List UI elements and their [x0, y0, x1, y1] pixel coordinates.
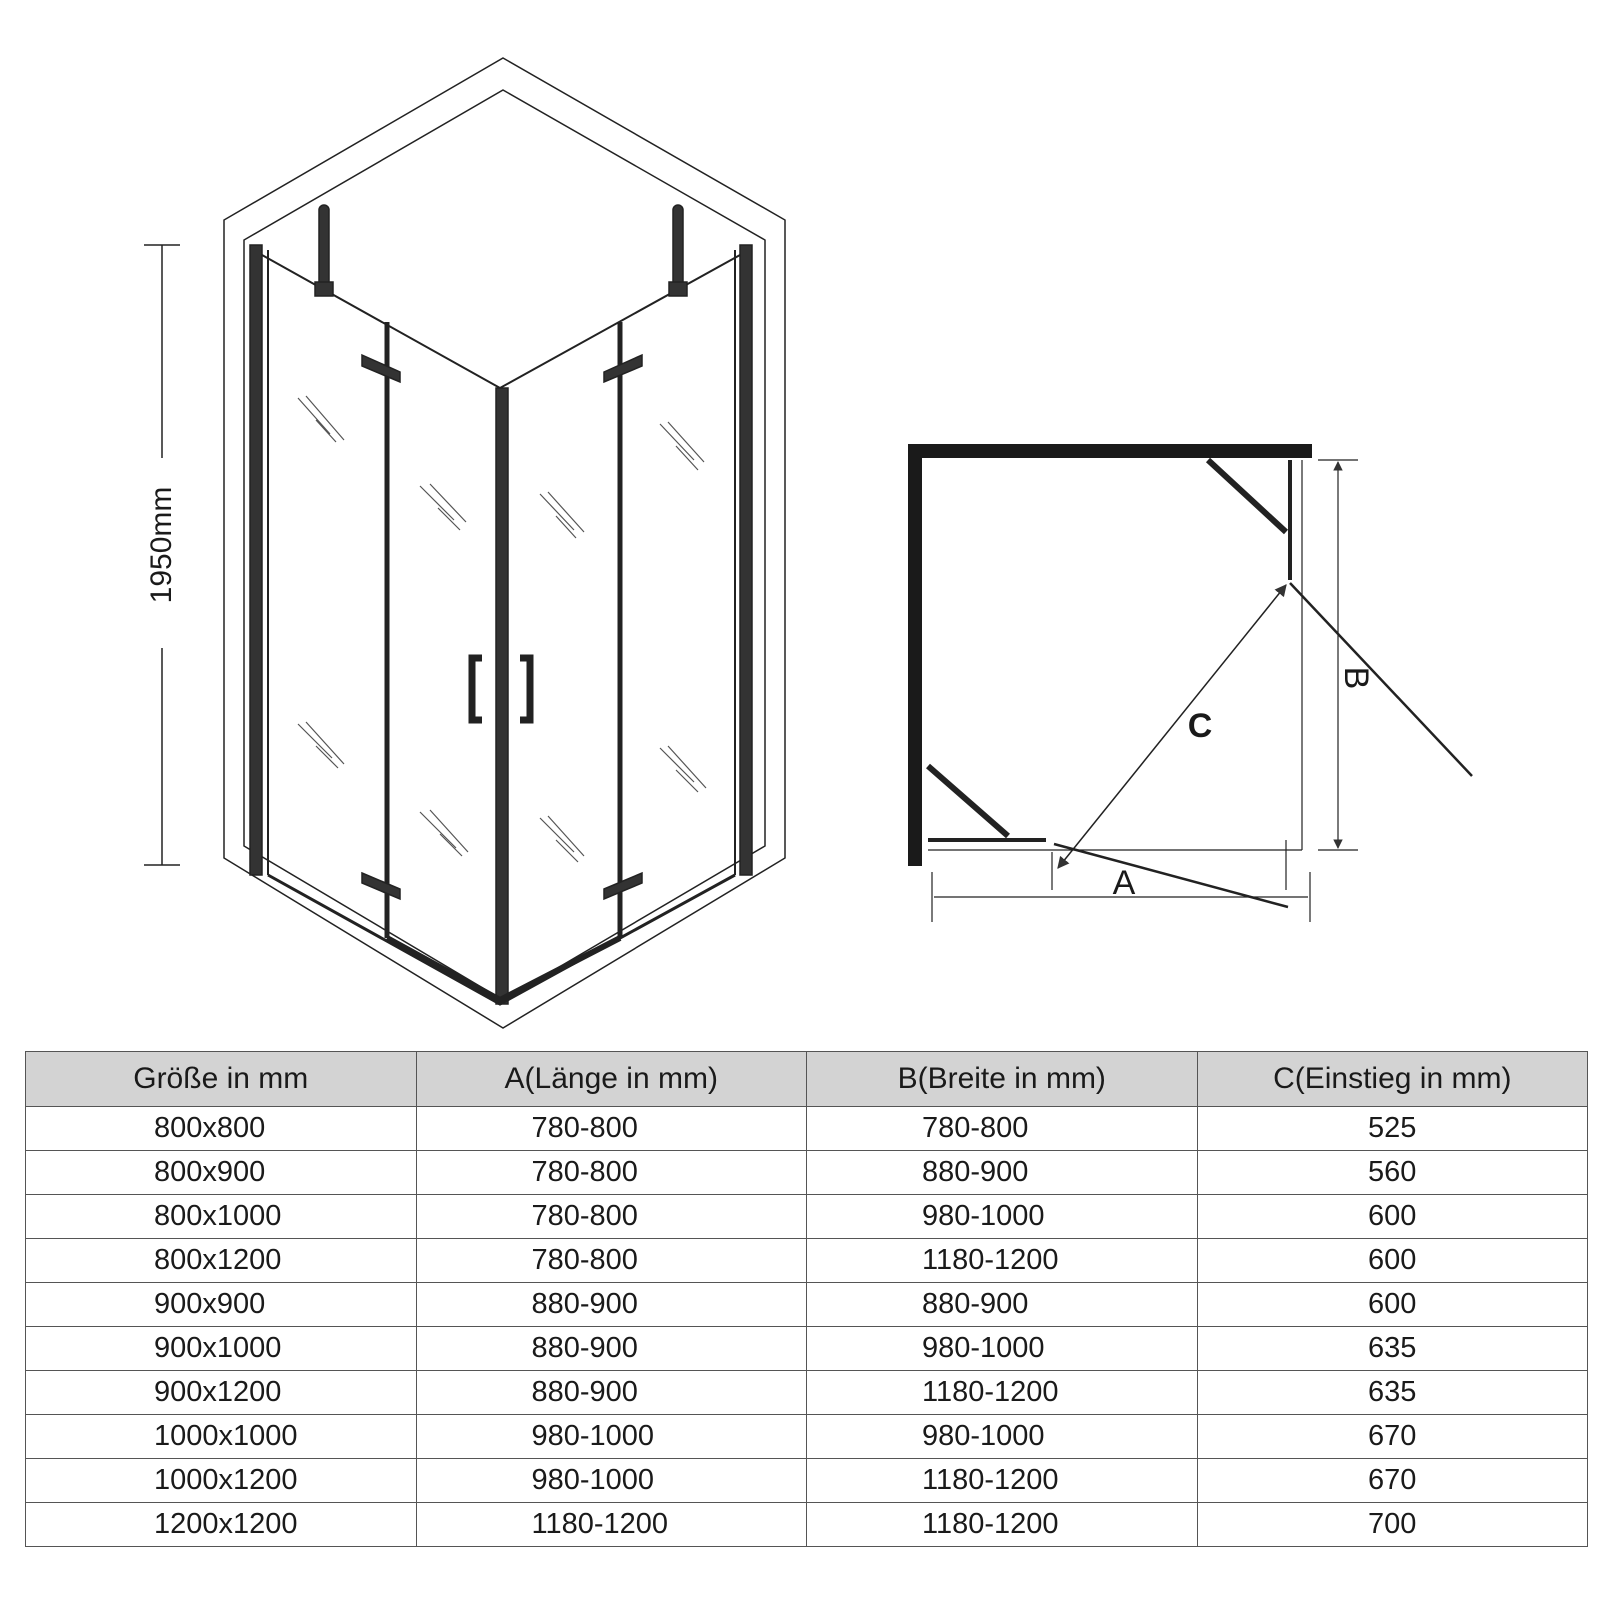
left-wall-profile [250, 245, 262, 875]
cell-size: 1000x1200 [26, 1459, 417, 1503]
table-row [26, 1239, 1588, 1283]
cell-size: 800x1200 [26, 1239, 417, 1283]
door-handle-right [520, 658, 530, 720]
cell-length: 980-1000 [416, 1415, 807, 1459]
left-stabilizer-bar [319, 205, 329, 291]
hinge-bottom-left [362, 873, 400, 899]
table-row [26, 1371, 1588, 1415]
cell-size: 1200x1200 [26, 1503, 417, 1547]
cell-size: 800x800 [26, 1107, 417, 1151]
hinge-top-right [604, 355, 642, 382]
cell-length: 780-800 [416, 1239, 807, 1283]
header-size: Größe in mm [26, 1052, 417, 1107]
cell-size: 900x900 [26, 1283, 417, 1327]
cell-entry: 560 [1197, 1151, 1588, 1195]
cell-size: 900x1200 [26, 1371, 417, 1415]
header-length: A(Länge in mm) [416, 1052, 807, 1107]
hinge-top-left [362, 355, 400, 382]
cell-entry: 600 [1197, 1195, 1588, 1239]
cell-width: 980-1000 [807, 1195, 1198, 1239]
dimension-b [1318, 460, 1358, 850]
cell-size: 800x1000 [26, 1195, 417, 1239]
right-stabilizer-bar [673, 205, 683, 291]
cell-width: 880-900 [807, 1151, 1198, 1195]
dimension-a-label: A [1112, 864, 1136, 902]
cell-width: 1180-1200 [807, 1371, 1198, 1415]
plan-wall-left [908, 444, 922, 866]
cell-length: 880-900 [416, 1283, 807, 1327]
hinge-bottom-right [604, 873, 642, 899]
top-edge [262, 255, 740, 388]
header-entry: C(Einstieg in mm) [1197, 1052, 1588, 1107]
cell-width: 880-900 [807, 1283, 1198, 1327]
cell-width: 1180-1200 [807, 1239, 1198, 1283]
left-stabilizer-foot [315, 282, 333, 296]
cell-width: 980-1000 [807, 1327, 1198, 1371]
cell-width: 980-1000 [807, 1415, 1198, 1459]
table-row [26, 1503, 1588, 1547]
cell-entry: 635 [1197, 1371, 1588, 1415]
table-row [26, 1459, 1588, 1503]
cell-size: 1000x1000 [26, 1415, 417, 1459]
cell-entry: 670 [1197, 1415, 1588, 1459]
cell-length: 880-900 [416, 1327, 807, 1371]
enclosure-drawing [224, 58, 785, 1028]
dimension-c-line [1058, 585, 1286, 868]
dimension-b-label: B [1337, 666, 1375, 690]
plan-wall-top [918, 444, 1312, 458]
cell-length: 780-800 [416, 1151, 807, 1195]
cell-width: 780-800 [807, 1107, 1198, 1151]
right-wall-profile [740, 245, 752, 875]
cell-width: 1180-1200 [807, 1459, 1198, 1503]
table-row [26, 1195, 1588, 1239]
table-row [26, 1415, 1588, 1459]
cell-length: 880-900 [416, 1371, 807, 1415]
table-row [26, 1107, 1588, 1151]
cell-size: 900x1000 [26, 1327, 417, 1371]
cell-length: 780-800 [416, 1195, 807, 1239]
header-width: B(Breite in mm) [807, 1052, 1198, 1107]
cell-entry: 670 [1197, 1459, 1588, 1503]
dimension-c-label: C [1187, 707, 1213, 745]
cell-entry: 635 [1197, 1327, 1588, 1371]
table-row [26, 1283, 1588, 1327]
cell-length: 780-800 [416, 1107, 807, 1151]
cell-length: 1180-1200 [416, 1503, 807, 1547]
cell-entry: 600 [1197, 1239, 1588, 1283]
table-row [26, 1327, 1588, 1371]
center-corner-post [496, 388, 508, 1004]
cell-size: 800x900 [26, 1151, 417, 1195]
cell-width: 1180-1200 [807, 1503, 1198, 1547]
cell-entry: 700 [1197, 1503, 1588, 1547]
cell-length: 980-1000 [416, 1459, 807, 1503]
cell-entry: 600 [1197, 1283, 1588, 1327]
table-row [26, 1151, 1588, 1195]
plan-drawing [908, 444, 1472, 922]
height-dimension-label: 1950mm [145, 486, 178, 604]
door-handle-left [472, 658, 482, 720]
right-stabilizer-foot [669, 282, 687, 296]
cell-entry: 525 [1197, 1107, 1588, 1151]
size-table [25, 1051, 1588, 1547]
table-header-row [26, 1052, 1588, 1107]
